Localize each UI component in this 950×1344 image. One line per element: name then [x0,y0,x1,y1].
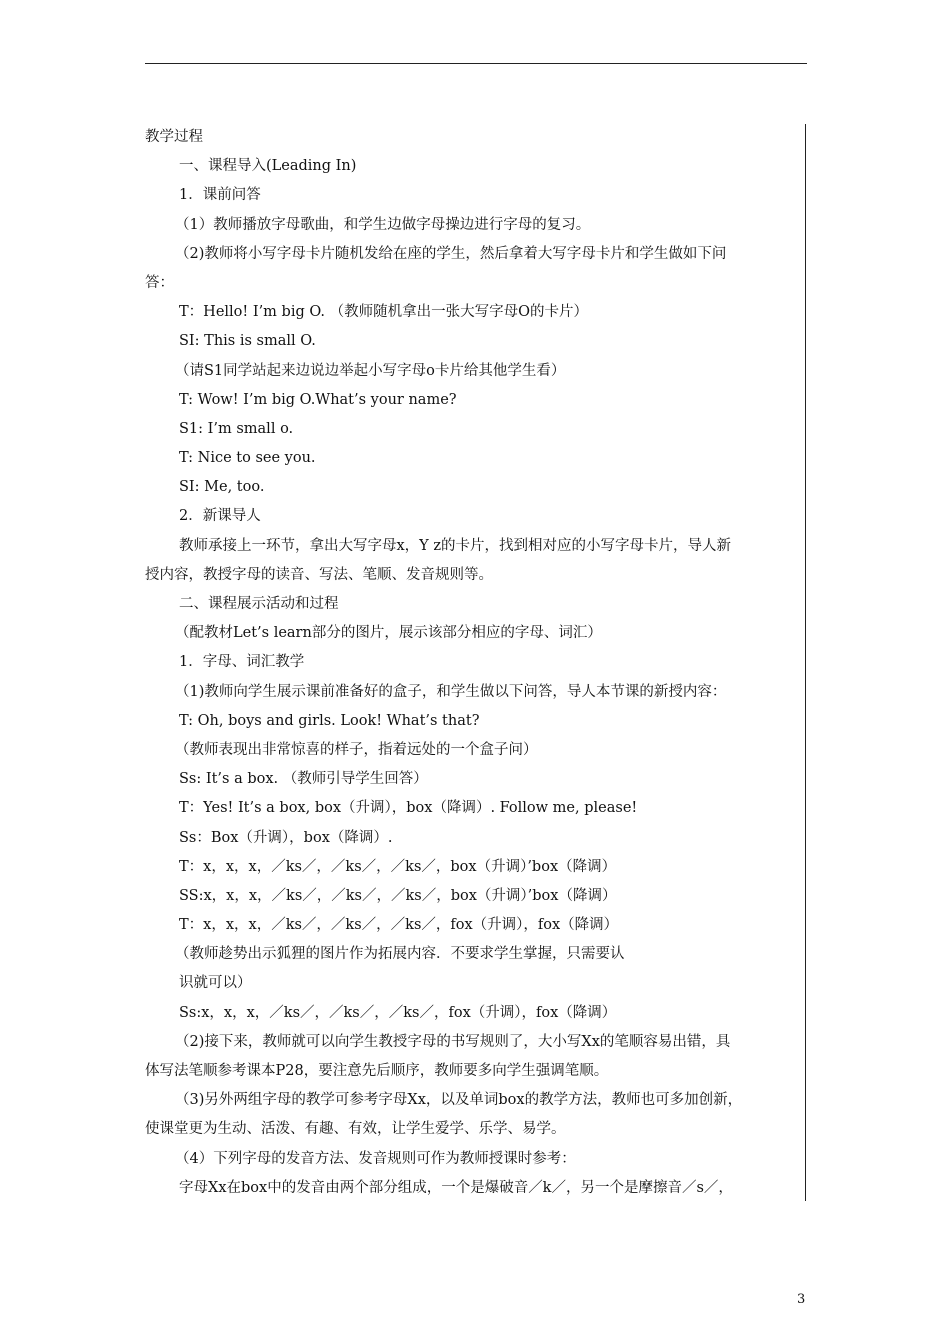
section-heading: 教学过程 [145,129,203,145]
text-line: （1）教师播放字母歌曲，和学生边做字母操边进行字母的复习。 [175,216,591,233]
text-line: T: Nice to see you. [179,450,316,467]
text-line: 体写法笔顺参考课本P28，要注意先后顺序，教师要多向学生强调笔顺。 [145,1063,609,1079]
text-line: T：x，x，x，／ks／，／ks／，／ks／，fox（升调），fox（降调） [179,917,619,934]
text-line: Ss:x，x，x，／ks／，／ks／，／ks／，fox（升调），fox（降调） [179,1004,617,1021]
document-body [145,123,805,1203]
header-rule [145,63,807,64]
text-line: SS:x，x，x，／ks／，／ks／，／ks／，box（升调）’box（降调） [179,887,617,904]
text-line: （教师表现出非常惊喜的样子，指着远处的一个盒子问） [175,741,538,758]
text-line: 答： [145,274,174,291]
text-line: T：Hello! I’m big O. （教师随机拿出一张大写字母O的卡片） [179,304,588,321]
text-line: 1．字母、词汇教学 [179,654,305,671]
text-line: T: Oh, boys and girls. Look! What’s that? [179,712,480,729]
text-line: 教师承接上一环节，拿出大写字母x，Y z的卡片，找到相对应的小写字母卡片，导人新 [179,537,731,554]
text-line: 一、课程导入(Leading In) [179,158,357,175]
page-number: 3 [797,1292,806,1307]
text-line: （1)教师向学生展示课前准备好的盒子，和学生做以下问答，导人本节课的新授内容： [175,683,727,700]
text-line: T: Wow! I’m big O.What’s your name? [179,391,457,408]
text-line: 授内容，教授字母的读音、写法、笔顺、发音规则等。 [145,566,493,583]
text-line: SI: Me, too. [179,479,265,496]
text-line: 使课堂更为生动、活泼、有趣、有效，让学生爱学、乐学、易学。 [145,1121,566,1138]
text-line: 1．课前问答 [179,187,261,204]
text-line: Ss：Box（升调），box（降调）. [179,829,393,846]
text-line: （2)接下来，教师就可以向学生教授字母的书写规则了，大小写Xx的笔顺容易出错，具 [175,1033,731,1050]
text-line: T：x，x，x，／ks／，／ks／，／ks／，box（升调）’box（降调） [179,858,617,875]
text-line: （教师趁势出示狐狸的图片作为拓展内容．不要求学生掌握，只需要认 [175,946,625,963]
text-line: T：Yes! It’s a box, box（升调），box（降调）. Follow me, please! [179,800,638,817]
text-line: 字母Xx在box中的发音由两个部分组成，一个是爆破音／k／，另一个是摩擦音／s／， [179,1179,733,1196]
text-line: 2．新课导人 [179,508,261,525]
text-line: （2)教师将小写字母卡片随机发给在座的学生，然后拿着大写字母卡片和学生做如下问 [175,245,727,262]
text-line: （4）下列字母的发音方法、发音规则可作为教师授课时参考： [175,1150,576,1167]
text-line: S1: I’m small o. [179,420,294,437]
text-line: （配教材Let’s learn部分的图片，展示该部分相应的字母、词汇） [175,625,602,642]
text-line: （请S1同学站起来边说边举起小写字母o卡片给其他学生看） [175,362,566,379]
text-line: （3)另外两组字母的教学可参考字母Xx，以及单词box的教学方法，教师也可多加创新， [175,1092,743,1109]
text-line: 识就可以） [179,975,252,992]
text-line: SI: This is small O. [179,333,316,350]
text-line: 二、课程展示活动和过程 [179,596,339,612]
text-line: Ss: It’s a box. （教师引导学生回答） [179,771,428,788]
right-margin-rule [805,124,806,1201]
